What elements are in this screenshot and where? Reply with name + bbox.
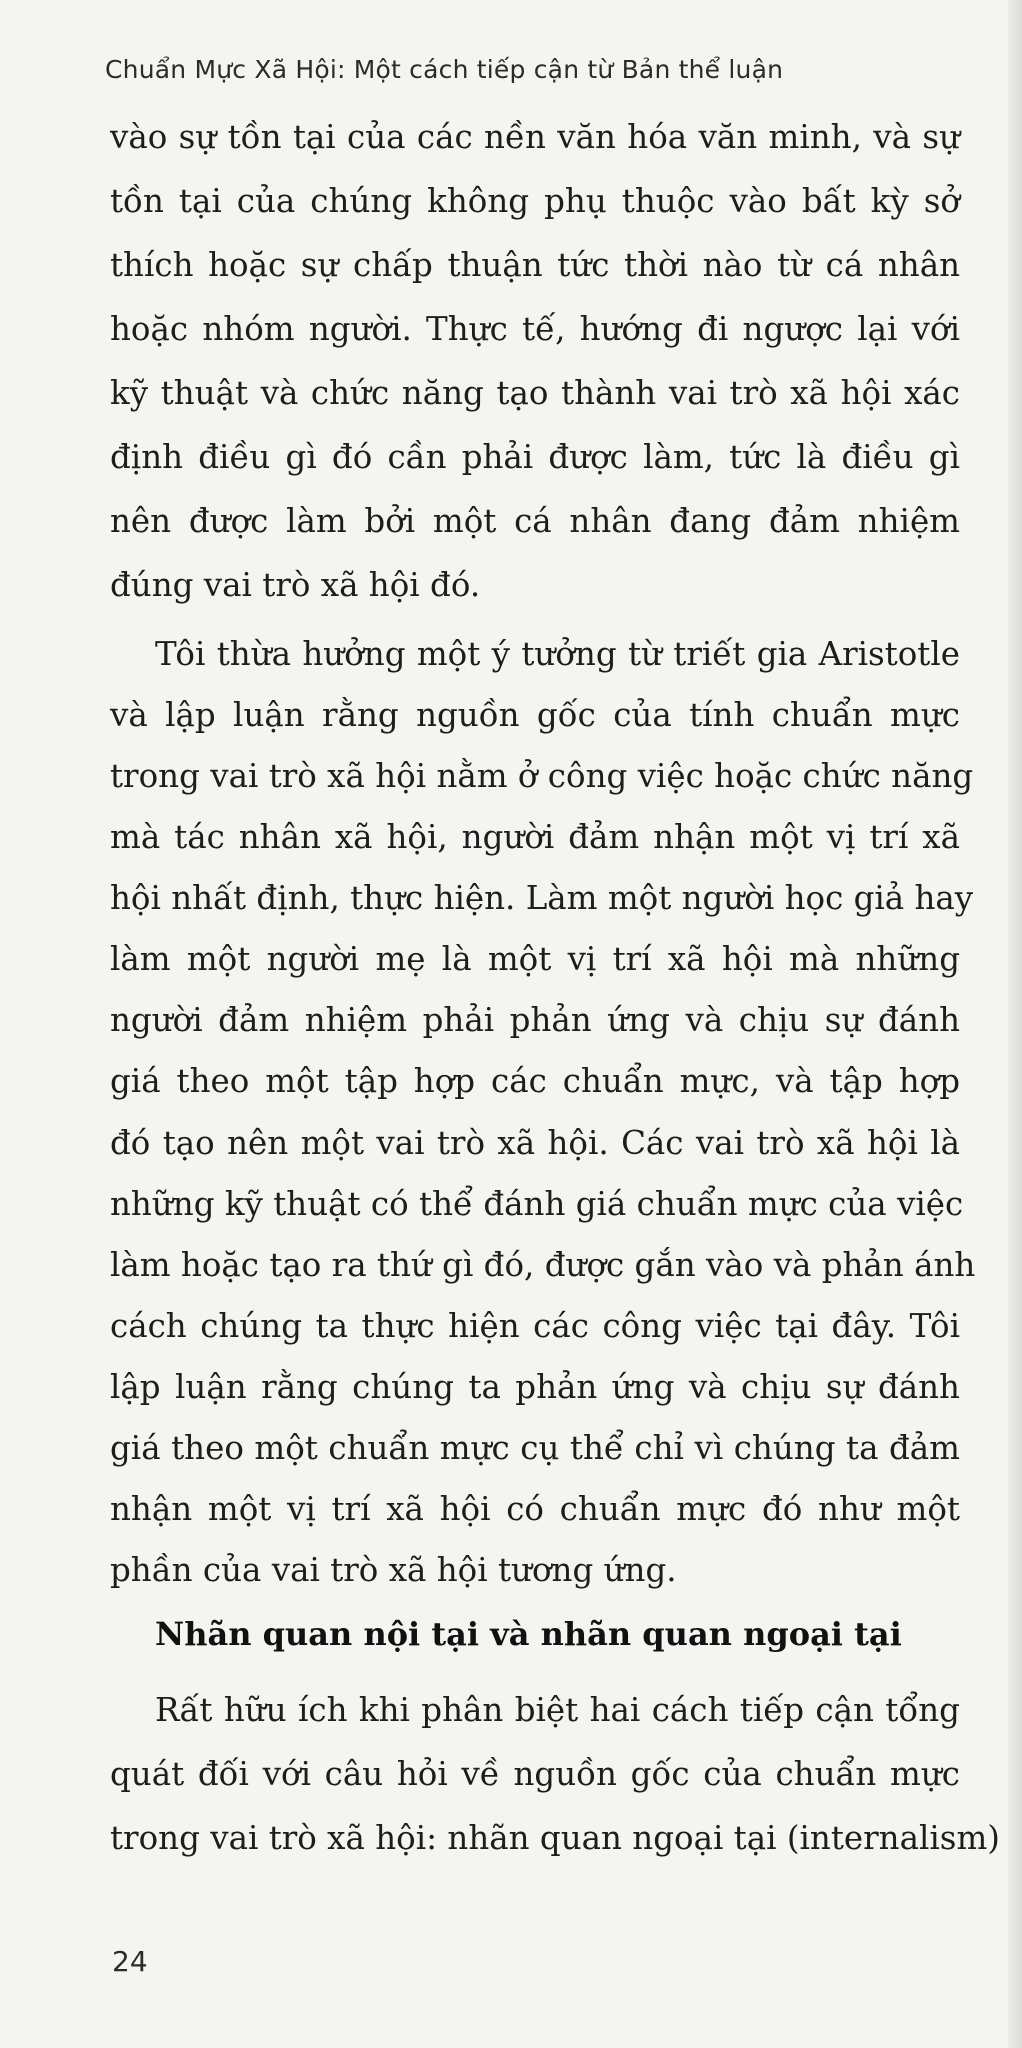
text-line: trong vai trò xã hội: nhãn quan ngoại tại (internalism) <box>110 1819 1000 1857</box>
text-line: định điều gì đó cần phải được làm, tức là điều gì <box>110 438 960 476</box>
text-line: cách chúng ta thực hiện các công việc tại đây. Tôi <box>110 1307 960 1345</box>
text-line: hội nhất định, thực hiện. Làm một người học giả hay <box>110 879 974 917</box>
text-line: lập luận rằng chúng ta phản ứng và chịu sự đánh <box>110 1368 960 1406</box>
text-line: đúng vai trò xã hội đó. <box>110 566 481 604</box>
text-line: nhận một vị trí xã hội có chuẩn mực đó như một <box>110 1490 960 1528</box>
page-number: 24 <box>112 1945 148 1978</box>
text-line: đó tạo nên một vai trò xã hội. Các vai trò xã hội là <box>110 1124 960 1162</box>
section-heading: Nhãn quan nội tại và nhãn quan ngoại tại <box>155 1615 902 1653</box>
text-line: mà tác nhân xã hội, người đảm nhận một vị trí xã <box>110 818 960 856</box>
text-line: quát đối với câu hỏi về nguồn gốc của chuẩn mực <box>110 1755 960 1793</box>
text-line: hoặc nhóm người. Thực tế, hướng đi ngược lại với <box>110 310 960 348</box>
running-header: Chuẩn Mực Xã Hội: Một cách tiếp cận từ Bản thể luận <box>105 55 784 84</box>
text-line: giá theo một tập hợp các chuẩn mực, và tập hợp <box>110 1062 960 1100</box>
text-line: làm một người mẹ là một vị trí xã hội mà những <box>110 940 960 978</box>
text-line: Tôi thừa hưởng một ý tưởng từ triết gia Aristotle <box>155 635 960 673</box>
text-line: và lập luận rằng nguồn gốc của tính chuẩn mực <box>110 696 960 734</box>
text-line: thích hoặc sự chấp thuận tức thời nào từ cá nhân <box>110 246 960 284</box>
text-line: phần của vai trò xã hội tương ứng. <box>110 1551 677 1589</box>
text-line: những kỹ thuật có thể đánh giá chuẩn mực của việc <box>110 1185 964 1223</box>
text-line: nên được làm bởi một cá nhân đang đảm nhiệm <box>110 502 960 540</box>
text-line: Rất hữu ích khi phân biệt hai cách tiếp cận tổng <box>155 1691 960 1729</box>
text-line: trong vai trò xã hội nằm ở công việc hoặc chức năng <box>110 757 974 795</box>
text-line: làm hoặc tạo ra thứ gì đó, được gắn vào và phản ánh <box>110 1246 976 1284</box>
text-line: kỹ thuật và chức năng tạo thành vai trò xã hội xác <box>110 374 960 412</box>
text-line: tồn tại của chúng không phụ thuộc vào bất kỳ sở <box>110 182 960 220</box>
text-line: vào sự tồn tại của các nền văn hóa văn minh, và sự <box>110 118 960 156</box>
text-line: giá theo một chuẩn mực cụ thể chỉ vì chúng ta đảm <box>110 1429 960 1467</box>
page-edge <box>1008 0 1022 2048</box>
text-line: người đảm nhiệm phải phản ứng và chịu sự đánh <box>110 1001 960 1039</box>
